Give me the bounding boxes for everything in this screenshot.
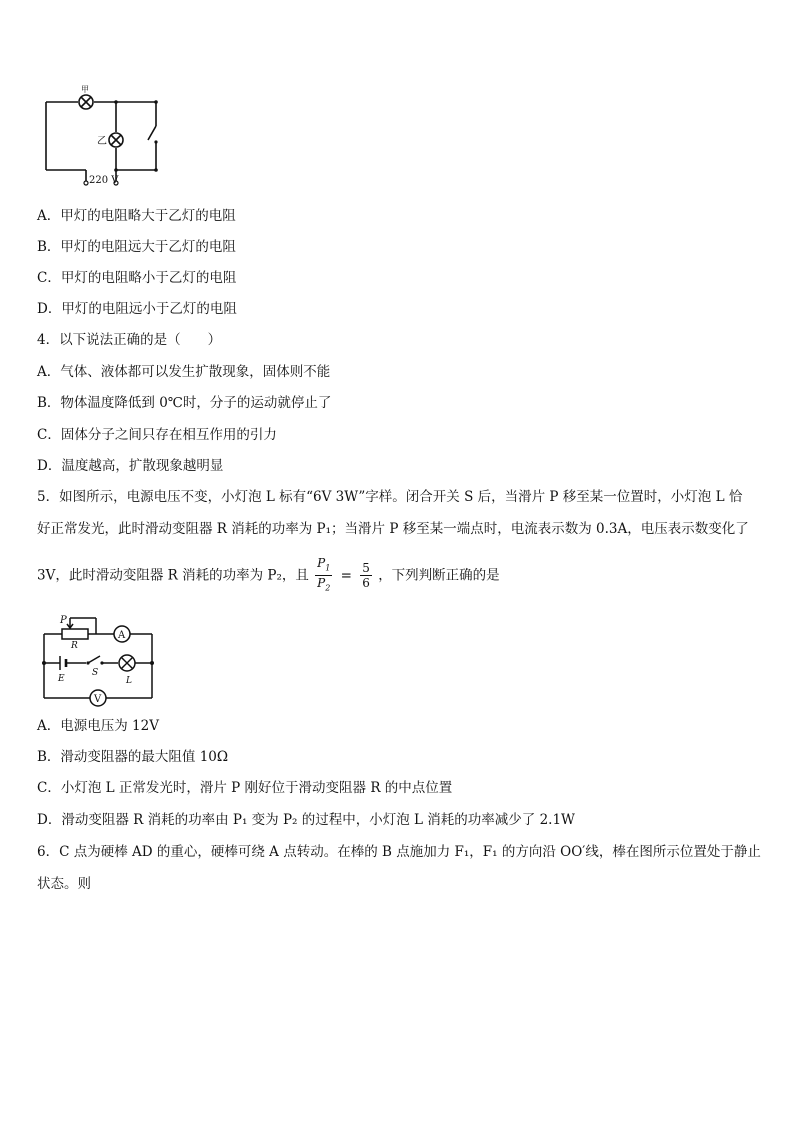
q3-option-b: B．甲灯的电阻远大于乙灯的电阻: [37, 239, 236, 255]
rheostat-r-label: R: [71, 641, 78, 651]
q6-stem-line2: 状态。则: [37, 876, 91, 892]
switch-s-label: S: [92, 668, 99, 678]
ratio-num: 5: [362, 561, 370, 576]
circuit-figure-lamps: [40, 82, 170, 194]
q4-option-c: C．固体分子之间只存在相互作用的引力: [37, 427, 277, 443]
power-ratio-fraction: [315, 556, 332, 596]
ammeter-a-label: A: [118, 630, 126, 641]
q3-option-a: A．甲灯的电阻略大于乙灯的电阻: [37, 208, 236, 224]
slider-p-label: P: [60, 615, 67, 626]
equals-sign: =: [340, 567, 352, 584]
q5-option-b: B．滑动变阻器的最大阻值 10Ω: [37, 749, 229, 765]
q3-option-d: D．甲灯的电阻远小于乙灯的电阻: [37, 301, 237, 317]
q4-option-a: A．气体、液体都可以发生扩散现象，固体则不能: [37, 364, 331, 380]
frac-num-sub: 1: [325, 563, 331, 573]
ratio-den: 6: [362, 576, 370, 591]
q5-stem-line1: 5．如图所示，电源电压不变，小灯泡 L 标有“6V 3W”字样。闭合开关 S 后，当滑片 P 移至某一位置时，小灯泡 L 恰: [37, 489, 743, 505]
q5-option-d: D．滑动变阻器 R 消耗的功率由 P₁ 变为 P₂ 的过程中，小灯泡 L 消耗的功率减少了 2.1W: [37, 812, 575, 828]
q4-stem: 4．以下说法正确的是（ ）: [37, 332, 222, 348]
q3-option-c: C．甲灯的电阻略小于乙灯的电阻: [37, 270, 237, 286]
voltage-label: 220 V: [89, 175, 119, 186]
voltmeter-v-label: V: [94, 694, 102, 705]
lamp-jia-label: 甲: [81, 85, 89, 94]
circuit-figure-rheostat: [38, 612, 160, 708]
battery-e-label: E: [58, 674, 65, 684]
ratio-value-fraction: [360, 561, 372, 590]
q5-stem-line3: [37, 556, 500, 596]
frac-num: P: [317, 556, 326, 570]
q6-stem-line1: 6．C 点为硬棒 AD 的重心，硬棒可绕 A 点转动。在棒的 B 点施加力 F₁，F₁ 的方向沿 OO′线，棒在图所示位置处于静止: [37, 844, 761, 860]
q4-option-d: D．温度越高，扩散现象越明显: [37, 458, 224, 474]
q5-stem-line3-post: ，下列判断正确的是: [378, 567, 500, 584]
q5-stem-line3-pre: 3V，此时滑动变阻器 R 消耗的功率为 P₂，且: [37, 567, 309, 584]
frac-den-sub: 2: [325, 583, 331, 593]
q5-option-a: A．电源电压为 12V: [37, 718, 159, 734]
q5-stem-line2: 好正常发光，此时滑动变阻器 R 消耗的功率为 P₁；当滑片 P 移至某一端点时，电流表示数为 0.3A，电压表示数变化了: [37, 521, 749, 537]
q5-option-c: C．小灯泡 L 正常发光时，滑片 P 刚好位于滑动变阻器 R 的中点位置: [37, 780, 453, 796]
lamp-yi-label: 乙: [97, 136, 107, 147]
frac-den: P: [317, 576, 326, 591]
lamp-l-label: L: [126, 676, 132, 686]
q4-option-b: B．物体温度降低到 0℃时，分子的运动就停止了: [37, 395, 332, 411]
